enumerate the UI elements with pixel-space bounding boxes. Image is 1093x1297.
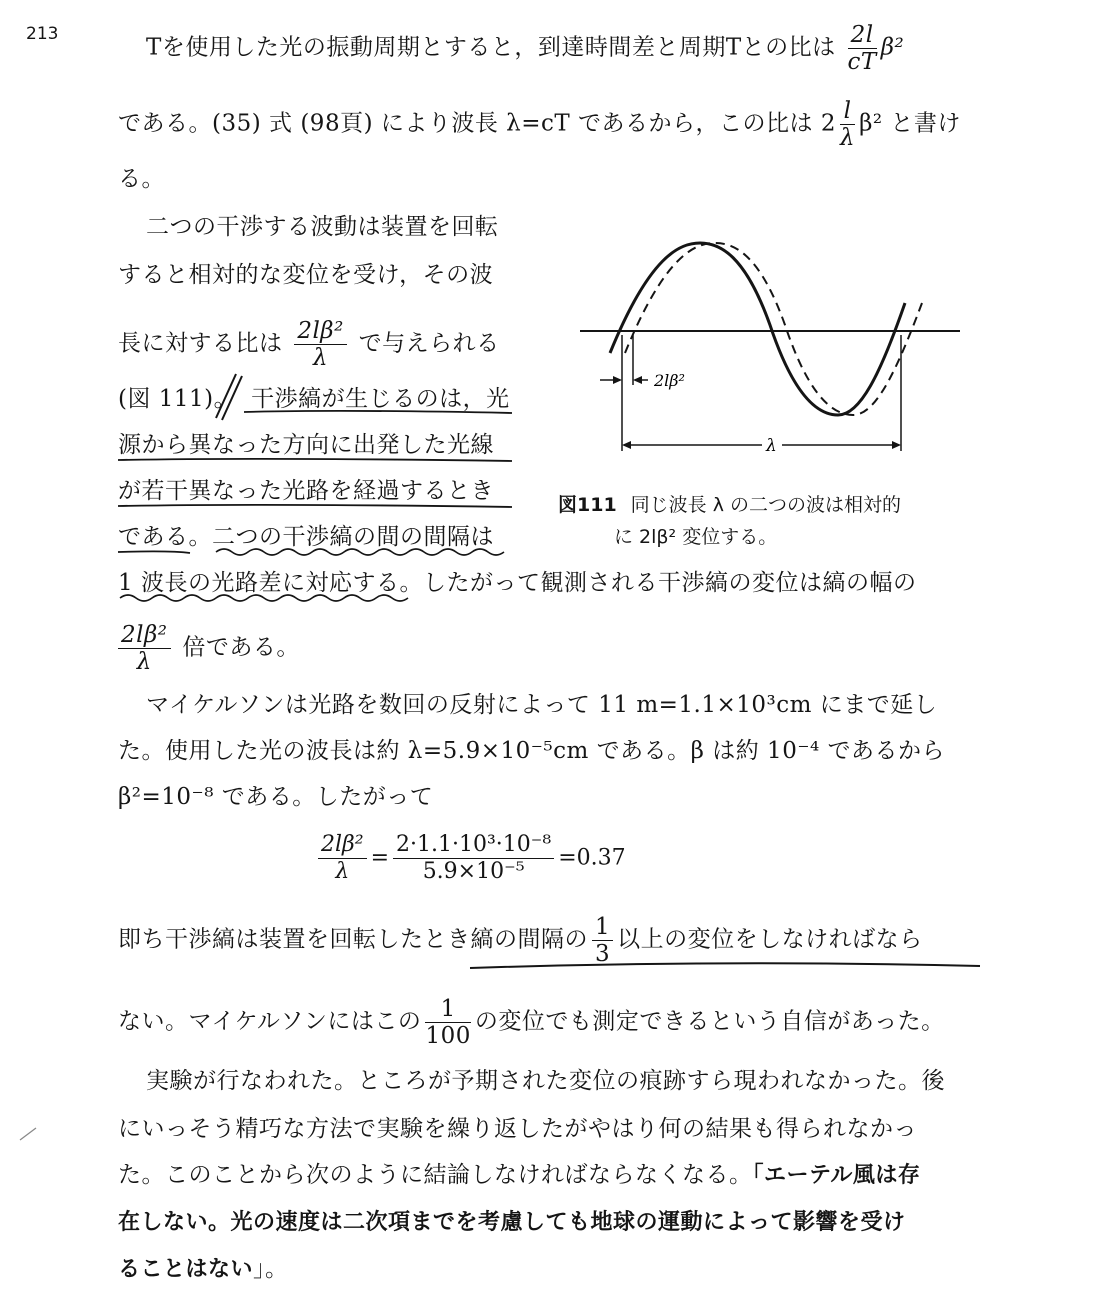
fraction-denominator: λ	[136, 649, 152, 675]
wave-figure	[570, 225, 970, 465]
fraction-denominator: cT	[847, 49, 877, 75]
fraction-denominator: λ	[313, 345, 329, 371]
text-line: た。使用した光の波長は約 λ=5.9×10⁻⁵cm である。β は約 10⁻⁴ であるから	[118, 738, 945, 764]
text-run: 以上の変位をしなければなら	[617, 926, 923, 953]
shift-arrowhead	[633, 376, 642, 384]
fraction-numerator: 2·1.1·10³·10⁻⁸	[393, 832, 554, 859]
fraction-numerator: 2l	[848, 22, 877, 49]
text-run: 」。	[253, 1256, 289, 1282]
fraction	[318, 832, 367, 885]
text-line: が若干異なった光路を経過するとき	[118, 478, 494, 504]
text-run: 即ち干渉縞は装置を回転したとき縞の間隔の	[118, 926, 588, 953]
text-run: 干渉縞が生じるのは，光	[251, 386, 510, 412]
text-line	[118, 914, 923, 967]
text-run: (図 111)。	[118, 386, 238, 412]
text-run: したがって観測される干渉縞の変位は縞の幅の	[422, 570, 917, 596]
fraction-denominator: 100	[425, 1023, 471, 1049]
text-line: 実験が行なわれた。ところが予期された変位の痕跡すら現われなかった。後	[146, 1068, 945, 1094]
text-line	[146, 22, 904, 75]
text-line	[114, 622, 300, 675]
fraction-denominator: λ	[335, 859, 350, 884]
text-line	[118, 522, 494, 552]
text-line	[118, 996, 945, 1049]
text-line: すると相対的な変位を受け，その波	[118, 262, 494, 288]
figure-caption: に 2lβ² 変位する。	[614, 526, 778, 548]
text-run: 倍である。	[182, 634, 300, 661]
equation	[314, 832, 626, 885]
text-run: の変位でも測定できるという自信があった。	[474, 1008, 945, 1035]
text-line	[118, 568, 916, 598]
text-run: た。このことから次のように結論しなければならなくなる。	[118, 1162, 753, 1188]
text-line: る。	[118, 166, 165, 192]
text-line	[118, 98, 961, 151]
fraction-numerator: 1	[592, 914, 613, 941]
stray-pen-mark	[20, 1128, 36, 1140]
text-line: 源から異なった方向に出発した光線	[118, 432, 494, 458]
fraction	[393, 832, 554, 885]
fraction	[592, 914, 613, 967]
text-run: Tを使用した光の振動周期とすると，到達時間差と周期Tとの比は	[146, 34, 836, 61]
text-run: β²	[880, 34, 905, 61]
fraction-numerator: 2lβ²	[318, 832, 367, 859]
caption-number: 図111	[558, 494, 617, 516]
wavelength-label: λ	[766, 436, 777, 456]
text-run: β² と書け	[859, 110, 961, 137]
text-run: である。(35) 式 (98頁) により波長 λ=cT であるから，この比は 2	[118, 110, 836, 137]
fraction-numerator: 2lβ²	[118, 622, 171, 649]
fraction	[425, 996, 470, 1049]
text-line	[118, 1160, 920, 1191]
fraction-numerator: 2lβ²	[294, 318, 347, 345]
equals-sign: =	[370, 845, 390, 871]
shift-arrowhead	[613, 376, 622, 384]
text-line: β²=10⁻⁸ である。したがって	[118, 784, 434, 810]
fraction-denominator: 5.9×10⁻⁵	[422, 859, 525, 884]
text-run: ることはない	[118, 1257, 254, 1282]
text-run: 二つの干渉縞の間の間隔は	[212, 524, 494, 550]
fraction	[848, 22, 877, 75]
text-run: 長に対する比は	[118, 330, 283, 357]
text-run: 1 波長の光路差に対応する。	[118, 570, 423, 596]
wavelength-arrowhead	[892, 441, 901, 449]
text-line	[118, 318, 500, 371]
fraction	[840, 98, 855, 151]
fraction-numerator: 1	[425, 996, 470, 1023]
fraction-denominator: λ	[840, 125, 856, 151]
wavelength-arrowhead	[622, 441, 631, 449]
fraction-denominator: 3	[595, 941, 611, 967]
text-run: ない。マイケルソンにはこの	[118, 1008, 422, 1035]
text-run: である。	[118, 524, 212, 550]
equation-result: =0.37	[558, 845, 626, 871]
caption-text: 同じ波長 λ の二つの波は相対的	[630, 494, 901, 516]
shift-label: 2lβ²	[654, 371, 685, 390]
text-line: にいっそう精巧な方法で実験を繰り返したがやはり何の結果も得られなかっ	[118, 1116, 917, 1142]
text-line: 在しない。光の速度は二次項までを考慮しても地球の運動によって影響を受け	[118, 1210, 906, 1235]
text-run: 「エーテル風は存	[752, 1163, 921, 1188]
text-line: マイケルソンは光路を数回の反射によって 11 m=1.1×10³cm にまで延し	[146, 692, 938, 718]
fraction	[118, 622, 171, 675]
figure-caption	[558, 490, 901, 520]
text-line	[118, 384, 510, 414]
fraction	[294, 318, 347, 371]
text-line: 二つの干渉する波動は装置を回転	[146, 214, 499, 240]
fraction-numerator: l	[840, 98, 855, 125]
text-run: で与えられる	[358, 330, 500, 357]
page-number: 213	[26, 24, 59, 44]
text-line	[118, 1254, 289, 1285]
